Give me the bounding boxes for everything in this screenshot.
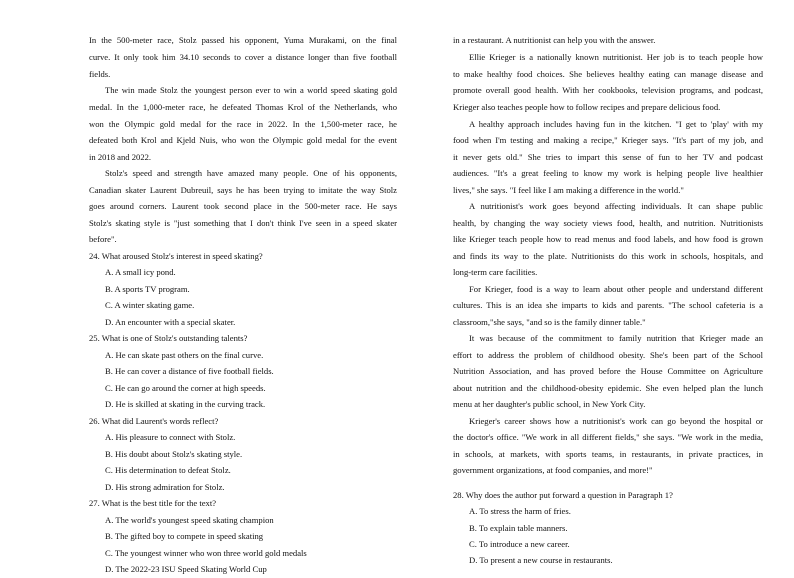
q25-option-b: B. He can cover a distance of five football fields. [105,366,274,376]
passage-line: effort to address the problem of childhood obesity. She's been part of the School [453,350,763,360]
passage-line: Krieger also teaches people how to follow recipes and prepare delicious food. [453,102,721,112]
q27-option-c: C. The youngest winner who won three world gold medals [105,548,307,558]
q28-option-c: C. To introduce a new career. [469,539,570,549]
passage-line: like Krieger teach people how to read menus and food labels, and how food is grown [453,234,763,244]
passage-line: and finds its way to the plate. Nutritionists do this work in schools, hospitals, and [453,251,763,261]
question-24: 24. What aroused Stolz's interest in speed skating? [89,251,263,261]
passage-line: goes around corners. Laurent took second place in the 500-meter race. He says [89,201,397,211]
q26-option-b: B. His doubt about Stolz's skating style. [105,449,243,459]
passage-line: fields. [89,69,111,79]
question-25: 25. What is one of Stolz's outstanding talents? [89,333,248,343]
passage-line: Krieger's career shows how a nutritionist's work can go beyond the hospital or [469,416,763,426]
passage-line: defeated both Krol and Kjeld Nuis, who won the Olympic gold medal for the event [89,135,397,145]
passage-line: health, by changing the way society views food, health, and nutrition. Nutritionists [453,218,763,228]
passage-line: before". [89,234,117,244]
passage-line: A healthy approach includes having fun in the kitchen. "I get to 'play' with my [469,119,763,129]
passage-line: audiences. "It's a great feeling to know my work is helping people live healthier [453,168,763,178]
q24-option-b: B. A sports TV program. [105,284,190,294]
passage-line: classroom,"she says, "and so is the family dinner table." [453,317,646,327]
q25-option-c: C. He can go around the corner at high speeds. [105,383,266,393]
passage-line: curve. It only took him 34.10 seconds to cover a distance longer than five football [89,52,397,62]
passage-line: medal. In the 1,000-meter race, he defeated Thomas Krol of the Netherlands, who [89,102,397,112]
q27-option-b: B. The gifted boy to compete in speed skating [105,531,264,541]
passage-line: won the Olympic gold medal for the race in 2022. In the 1,500-meter race, he [89,119,397,129]
passage-line: The win made Stolz the youngest person ever to win a world speed skating gold [105,85,397,95]
passage-line: Ellie Krieger is a nationally known nutritionist. Her job is to teach people how [469,52,763,62]
passage-line: lives," she says. "I feel like I am making a difference in the world." [453,185,684,195]
passage-line: Nutrition Association, and has proved before the House Committee on Agriculture [453,366,763,376]
passage-line: cultures. This is an idea she imparts to kids and parents. "The school cafeteria is a [453,300,763,310]
q24-option-a: A. A small icy pond. [105,267,176,277]
q25-option-d: D. He is skilled at skating in the curving track. [105,399,266,409]
passage-line: in a restaurant. A nutritionist can help you with the answer. [453,35,656,45]
q28-option-b: B. To explain table manners. [469,523,568,533]
q25-option-a: A. He can skate past others on the final curve. [105,350,264,360]
passage-line: promote overall good health. With her cookbooks, television programs, and podcast, [453,85,763,95]
passage-line: Stolz's skating style is "just something that I don't think I've seen in a speed skater [89,218,397,228]
passage-line: about nutrition and the childhood-obesity epidemic. She even helped plan the lunch [453,383,763,393]
passage-line: Stolz's speed and strength have amazed many people. One of his opponents, [105,168,397,178]
passage-line: government organizations, at food companies, and more!" [453,465,653,475]
passage-line: the doctor's office. "We work in all different fields," she says. "We work in the media, [453,432,763,442]
passage-line: to make healthy food choices. She believes healthy eating can manage disease and [453,69,763,79]
question-27: 27. What is the best title for the text? [89,498,217,508]
q28-option-a: A. To stress the harm of fries. [469,506,571,516]
passage-line: food when I'm testing and making a recipe," Krieger says. "It's part of my job, and [453,135,763,145]
passage-line: menu at her daughter's public school, in New York City. [453,399,646,409]
passage-line: in schools, at markets, with sports teams, in restaurants, in private practices, in [453,449,763,459]
passage-line: For Krieger, food is a way to learn about other people and understand different [469,284,763,294]
passage-line: long-term care facilities. [453,267,538,277]
passage-line: Canadian skater Laurent Dubreuil, says he has been trying to imitate the way Stolz [89,185,397,195]
passage-line: In the 500-meter race, Stolz passed his opponent, Yuma Murakami, on the final [89,35,397,45]
passage-line: It was because of the commitment to family nutrition that Krieger made an [469,333,763,343]
q28-option-d: D. To present a new course in restaurants. [469,555,613,565]
passage-line: in 2018 and 2022. [89,152,152,162]
q24-option-d: D. An encounter with a special skater. [105,317,236,327]
q24-option-c: C. A winter skating game. [105,300,195,310]
passage-line: A nutritionist's work goes beyond affecting individuals. It can shape public [469,201,763,211]
q26-option-a: A. His pleasure to connect with Stolz. [105,432,236,442]
q27-option-a: A. The world's youngest speed skating champion [105,515,274,525]
q26-option-d: D. His strong admiration for Stolz. [105,482,225,492]
passage-line: it never gets old." She tries to impart this sense of fun to her TV and podcast [453,152,763,162]
question-28: 28. Why does the author put forward a question in Paragraph 1? [453,490,673,500]
q26-option-c: C. His determination to defeat Stolz. [105,465,231,475]
question-26: 26. What did Laurent's words reflect? [89,416,219,426]
q27-option-d: D. The 2022-23 ISU Speed Skating World Cup [105,564,267,574]
